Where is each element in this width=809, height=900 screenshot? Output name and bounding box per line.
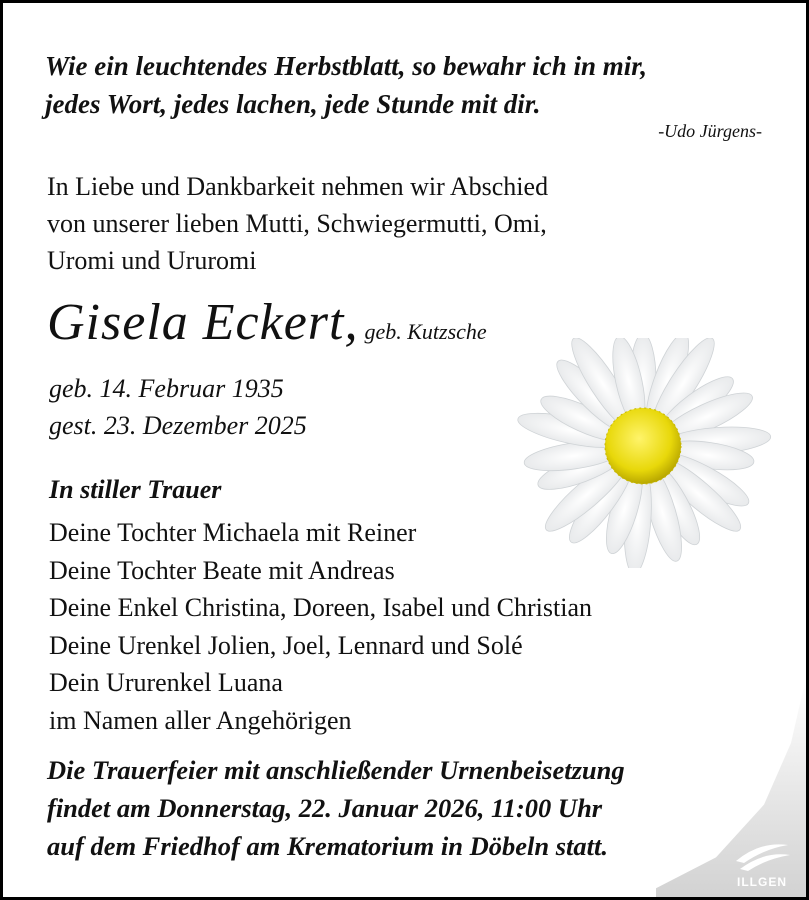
- maiden-name: geb. Kutzsche: [364, 319, 487, 344]
- intro-line: Uromi und Ururomi: [47, 246, 257, 275]
- mourners-list: [49, 514, 592, 739]
- logo-mark: [730, 837, 794, 873]
- mourner-line: im Namen aller Angehörigen: [49, 705, 352, 735]
- quote-author: -Udo Jürgens-: [658, 121, 762, 141]
- funeral-line: auf dem Friedhof am Krematorium in Döbeln statt.: [47, 831, 608, 861]
- funeral-line: Die Trauerfeier mit anschließender Urnenbeisetzung: [47, 755, 625, 785]
- deceased-name: Gisela Eckert,: [47, 294, 359, 351]
- mourner-line: Deine Tochter Beate mit Andreas: [49, 555, 395, 585]
- death-date: gest. 23. Dezember 2025: [49, 411, 307, 440]
- intro-line: In Liebe und Dankbarkeit nehmen wir Abschied: [47, 172, 549, 201]
- birth-date: geb. 14. Februar 1935: [49, 374, 284, 403]
- intro-text: [47, 168, 548, 279]
- quote-line: Wie ein leuchtendes Herbstblatt, so bewahr ich in mir,: [45, 51, 648, 81]
- mourner-line: Deine Tochter Michaela mit Reiner: [49, 518, 417, 547]
- deceased-name-line: [47, 293, 487, 352]
- mourning-heading: In stiller Trauer: [49, 475, 222, 504]
- quote-line: jedes Wort, jedes lachen, jede Stunde mit dir.: [45, 89, 541, 119]
- funeral-notice: [47, 751, 625, 865]
- funeral-line: findet am Donnerstag, 22. Januar 2026, 11:00 Uhr: [47, 793, 603, 823]
- intro-line: von unserer lieben Mutti, Schwiegermutti, Omi,: [47, 209, 547, 238]
- life-dates: [49, 370, 307, 444]
- mourner-line: Deine Urenkel Jolien, Joel, Lennard und Solé: [49, 630, 523, 660]
- mourner-line: Deine Enkel Christina, Doreen, Isabel und Christian: [49, 593, 592, 622]
- quote: [45, 47, 647, 123]
- mourner-line: Dein Ururenkel Luana: [49, 668, 283, 697]
- logo-text: ILLGEN: [737, 875, 787, 889]
- illgen-logo-icon: [730, 837, 794, 889]
- daisy-center: [605, 408, 681, 484]
